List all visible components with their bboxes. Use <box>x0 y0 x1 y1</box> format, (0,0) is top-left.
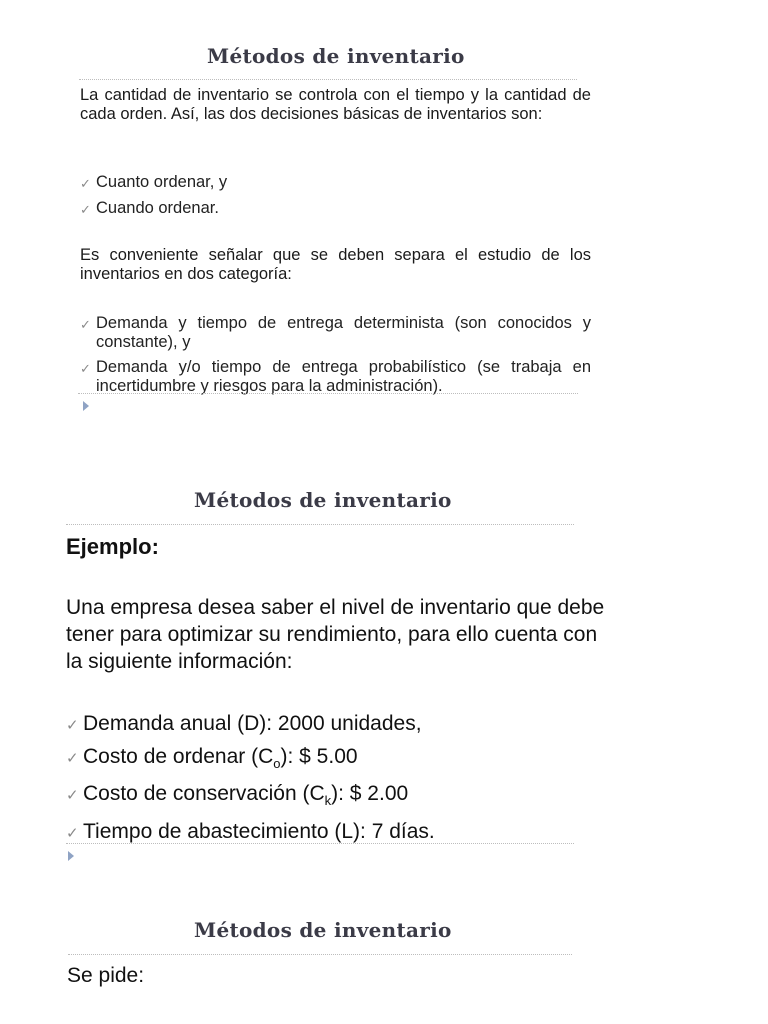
checkmark-icon: ✓ <box>80 361 91 376</box>
slide-1 <box>0 0 768 440</box>
list-item <box>80 199 591 219</box>
example-data-list <box>66 709 626 849</box>
slide-title: Métodos de inventario <box>194 488 452 512</box>
slide-2 <box>0 440 768 880</box>
list-item <box>80 314 591 352</box>
title-divider <box>66 524 574 525</box>
checkmark-icon: ✓ <box>66 749 79 767</box>
slide-marker-icon <box>83 401 89 411</box>
slide-marker-icon <box>68 851 74 861</box>
list-item <box>66 709 626 742</box>
footer-divider <box>66 843 574 844</box>
checkmark-icon: ✓ <box>66 787 79 805</box>
footer-divider <box>78 393 578 394</box>
list-item-text: Demanda y/o tiempo de entrega probabilístico (se trabaja en incertidumbre y riesgos para la administración). <box>96 358 591 395</box>
list-item-text: Cuanto ordenar, y <box>96 173 228 191</box>
slide-title: Métodos de inventario <box>207 44 465 68</box>
checkmark-icon: ✓ <box>66 717 79 734</box>
slide-3 <box>0 880 768 1024</box>
request-text: Se pide: <box>67 964 145 987</box>
title-divider <box>79 79 577 80</box>
list-item-text: Demanda y tiempo de entrega determinista (son conocidos y constante), y <box>96 314 591 351</box>
categories-intro-paragraph: Es conveniente señalar que se deben separa el estudio de los inventarios en dos categoría: <box>80 246 591 283</box>
list-item <box>80 173 591 193</box>
list-item <box>66 817 626 850</box>
example-heading: Ejemplo: <box>66 534 159 559</box>
list-item <box>80 358 591 396</box>
checkmark-icon: ✓ <box>80 176 91 191</box>
decisions-list <box>80 173 591 219</box>
title-divider <box>68 954 572 955</box>
example-intro-paragraph: Una empresa desea saber el nivel de inventario que debe tener para optimizar su rendimiento, para ello cuenta con la siguiente información: <box>66 596 605 673</box>
slide-title: Métodos de inventario <box>194 918 452 942</box>
checkmark-icon: ✓ <box>80 317 91 332</box>
list-item-text: Cuando ordenar. <box>96 199 219 217</box>
list-item-text: Demanda anual (D): 2000 unidades, <box>83 712 422 735</box>
list-item <box>66 779 626 817</box>
list-item-text: Tiempo de abastecimiento (L): 7 días. <box>83 819 435 843</box>
checkmark-icon: ✓ <box>80 202 91 217</box>
categories-list <box>80 314 591 396</box>
list-item-text: Costo de conservación $(C_k)$: $ 2.00 <box>83 782 409 809</box>
list-item <box>66 742 626 780</box>
checkmark-icon: ✓ <box>66 824 79 842</box>
intro-paragraph: La cantidad de inventario se controla con el tiempo y la cantidad de cada orden. Así, las dos decisiones básicas de inventarios son: <box>80 86 591 123</box>
list-item-text: Costo de ordenar $(C_o)$: $ 5.00 <box>83 744 358 771</box>
